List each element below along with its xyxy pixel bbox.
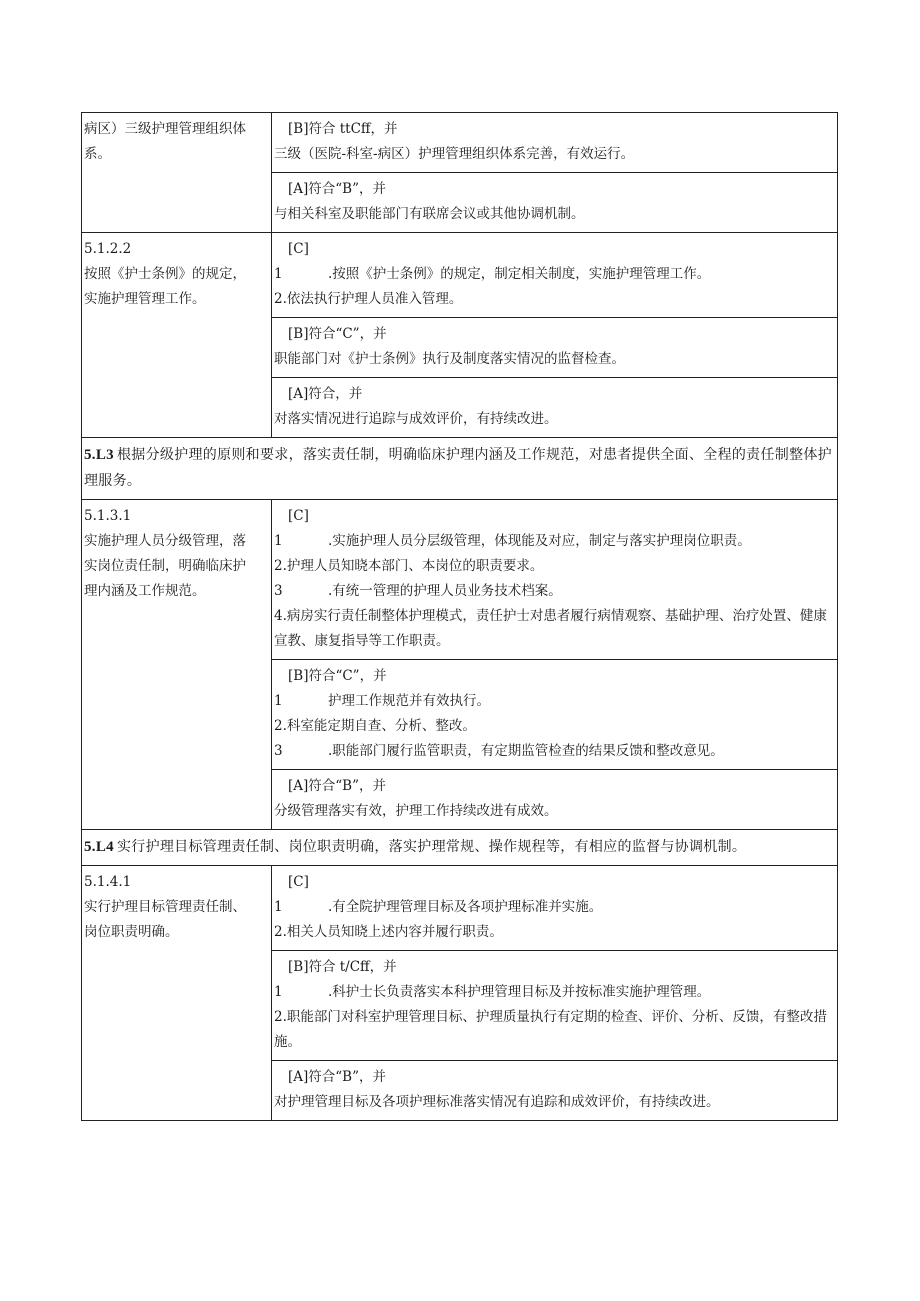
criteria-item-number: 1 [274,693,283,709]
criteria-item-text: .有全院护理管理目标及各项护理标准并实施。 [328,899,603,915]
criteria-item [274,714,835,739]
grade-criteria [272,113,838,232]
criteria-item [274,529,835,554]
section-heading-row [82,438,838,500]
clause-text: 实行护理目标管理责任制、 [84,899,246,915]
grade-level-head: [C] [288,241,309,257]
grade-level-text: 对护理管理目标及各项护理标准落实情况有追踪和成效评价，有持续改进。 [274,1094,720,1110]
grade-criteria [272,500,838,829]
criteria-item-text: .有统一管理的护理人员业务技术档案。 [328,583,562,599]
section-heading [82,830,838,865]
grade-level [272,951,837,1061]
grade-level-head: [C] [288,874,309,890]
clause-text: 按照《护士条例》的规定， [84,266,246,282]
criteria-item [274,920,835,945]
clause-text: 实岗位责任制，明确临床护 [84,558,246,574]
criteria-item-text: 护理工作规范并有效执行。 [328,693,490,709]
section-heading-text: 根据分级护理的原则和要求，落实责任制，明确临床护理内涵及工作规范，对患者提供全面、全程的责任制整体护理服务。 [84,447,832,489]
grade-level [272,113,837,173]
grade-level [272,173,837,232]
grade-level [272,378,837,437]
standard-clause [82,233,272,437]
grade-level [272,233,837,318]
standard-row [82,500,838,830]
criteria-item-number: 1 [274,266,283,282]
criteria-item [274,895,835,920]
grade-level-text: 三级（医院-科室-病区）护理管理组织体系完善，有效运行。 [274,146,635,162]
criteria-item [274,262,835,287]
standard-clause [82,113,272,232]
section-heading-text: 实行护理目标管理责任制、岗位职责明确，落实护理常规、操作规程等，有相应的监督与协调机制。 [116,839,747,855]
standard-clause [82,866,272,1120]
grade-level-text: 对落实情况进行追踪与成效评价，有持续改进。 [274,411,558,427]
criteria-item [274,604,835,654]
grade-level-head: [B]符合 ttCff，并 [288,121,398,137]
section-heading-number: 5.L3 [84,447,114,463]
criteria-item-text: 2.依法执行护理人员准入管理。 [274,291,463,307]
grade-criteria [272,866,838,1120]
criteria-item-text: 2.科室能定期自查、分析、整改。 [274,718,476,734]
criteria-item [274,689,835,714]
clause-number: 5.1.2.2 [84,241,132,257]
clause-text: 系。 [84,146,111,162]
grade-level [272,318,837,378]
grade-level-text: 分级管理落实有效，护理工作持续改进有成效。 [274,803,558,819]
grade-level-text: 与相关科室及职能部门有联席会议或其他协调机制。 [274,206,585,222]
standard-clause [82,500,272,829]
criteria-item-text: .按照《护士条例》的规定，制定相关制度，实施护理管理工作。 [328,266,711,282]
criteria-item-number: 1 [274,533,283,549]
section-heading-number: 5.L4 [84,839,114,855]
grade-level-head: [B]符合“C”，并 [288,668,387,684]
clause-text: 实施护理管理工作。 [84,291,206,307]
clause-text: 实施护理人员分级管理，落 [84,533,246,549]
grade-level-head: [B]符合 t/Cff，并 [288,959,397,975]
grade-level [272,660,837,770]
criteria-item-text: .实施护理人员分层级管理，体现能及对应，制定与落实护理岗位职责。 [328,533,751,549]
criteria-item-text: 2.护理人员知晓本部门、本岗位的职责要求。 [274,558,544,574]
grade-level [272,770,837,829]
grade-level-text: 职能部门对《护士条例》执行及制度落实情况的监督检查。 [274,351,625,367]
criteria-item [274,287,835,312]
criteria-item-number: 1 [274,899,283,915]
clause-text: 理内涵及工作规范。 [84,583,206,599]
criteria-item [274,980,835,1005]
grade-level-head: [A]符合“B”，并 [288,1069,387,1085]
grade-level [272,1061,837,1120]
clause-text: 岗位职责明确。 [84,924,179,940]
grade-level-head: [B]符合“C”，并 [288,326,387,342]
section-heading [82,438,838,499]
criteria-item [274,554,835,579]
criteria-item [274,1005,835,1055]
grade-level-head: [A]符合“B”，并 [288,778,387,794]
standard-row [82,233,838,438]
standards-table [81,112,838,1121]
standard-row [82,113,838,233]
criteria-item-text: 2.职能部门对科室护理管理目标、护理质量执行有定期的检查、评价、分析、反馈，有整改措施。 [274,1009,827,1050]
criteria-item-text: 4.病房实行责任制整体护理模式，责任护士对患者履行病情观察、基础护理、治疗处置、健康宣教、康复指导等工作职责。 [274,608,827,649]
grade-level [272,866,837,951]
grade-level-head: [A]符合，并 [288,386,363,402]
criteria-item [274,739,835,764]
standard-row [82,866,838,1121]
criteria-item-text: .职能部门履行监管职责，有定期监管检查的结果反馈和整改意见。 [328,743,724,759]
grade-level-head: [C] [288,508,309,524]
clause-text: 病区）三级护理管理组织体 [84,121,246,137]
criteria-item-number: 1 [274,984,283,1000]
criteria-item-text: .科护士长负责落实本科护理管理目标及并按标准实施护理管理。 [328,984,711,1000]
criteria-item-text: 2.相关人员知晓上述内容并履行职责。 [274,924,503,940]
grade-criteria [272,233,838,437]
criteria-item-number: 3 [274,583,283,599]
clause-number: 5.1.3.1 [84,508,132,524]
grade-level [272,500,837,660]
clause-number: 5.1.4.1 [84,874,132,890]
criteria-item [274,579,835,604]
grade-level-head: [A]符合“B”，并 [288,181,387,197]
criteria-item-number: 3 [274,743,283,759]
section-heading-row [82,830,838,866]
